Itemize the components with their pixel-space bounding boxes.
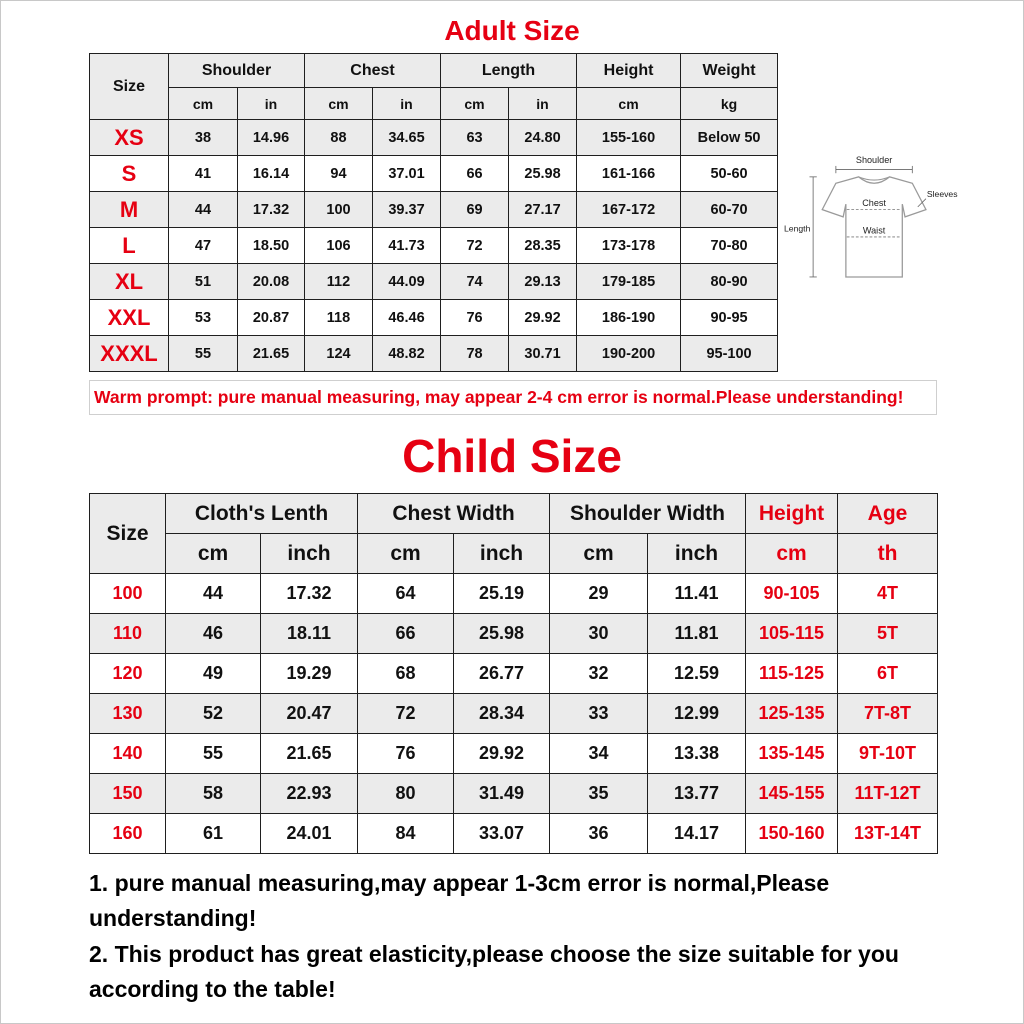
child-value-cell: 150-160	[746, 814, 838, 854]
child-size-cell: 150	[90, 774, 166, 814]
child-table-row	[90, 654, 938, 694]
adult-unit-shoulder-in: in	[238, 88, 305, 120]
child-value-cell: 68	[358, 654, 454, 694]
child-value-cell: 33.07	[454, 814, 550, 854]
child-size-cell: 110	[90, 614, 166, 654]
child-unit-row	[90, 534, 938, 574]
adult-value-cell: 14.96	[238, 120, 305, 156]
child-col-height: Height	[746, 494, 838, 534]
child-value-cell: 13.77	[648, 774, 746, 814]
child-value-cell: 17.32	[261, 574, 358, 614]
child-value-cell: 13T-14T	[838, 814, 938, 854]
adult-value-cell: 95-100	[681, 336, 778, 372]
bottom-notes	[89, 866, 937, 1006]
adult-table-row	[90, 120, 778, 156]
adult-size-cell: XXXL	[90, 336, 169, 372]
child-table-row	[90, 774, 938, 814]
child-value-cell: 5T	[838, 614, 938, 654]
child-col-chest-width: Chest Width	[358, 494, 550, 534]
adult-value-cell: 34.65	[373, 120, 441, 156]
adult-value-cell: 76	[441, 300, 509, 336]
adult-unit-length-in: in	[509, 88, 577, 120]
child-value-cell: 76	[358, 734, 454, 774]
adult-value-cell: Below 50	[681, 120, 778, 156]
adult-value-cell: 94	[305, 156, 373, 192]
child-value-cell: 34	[550, 734, 648, 774]
child-value-cell: 26.77	[454, 654, 550, 694]
child-value-cell: 11T-12T	[838, 774, 938, 814]
adult-size-cell: XS	[90, 120, 169, 156]
child-size-cell: 100	[90, 574, 166, 614]
child-value-cell: 125-135	[746, 694, 838, 734]
child-table-row	[90, 814, 938, 854]
adult-unit-chest-cm: cm	[305, 88, 373, 120]
child-value-cell: 21.65	[261, 734, 358, 774]
child-size-table	[89, 493, 938, 854]
adult-value-cell: 44.09	[373, 264, 441, 300]
adult-table-row	[90, 192, 778, 228]
child-col-shoulder-width: Shoulder Width	[550, 494, 746, 534]
child-size-cell: 140	[90, 734, 166, 774]
adult-value-cell: 29.92	[509, 300, 577, 336]
child-value-cell: 36	[550, 814, 648, 854]
child-value-cell: 64	[358, 574, 454, 614]
adult-header-row	[90, 54, 778, 88]
child-value-cell: 6T	[838, 654, 938, 694]
adult-value-cell: 167-172	[577, 192, 681, 228]
child-value-cell: 4T	[838, 574, 938, 614]
child-value-cell: 55	[166, 734, 261, 774]
adult-value-cell: 106	[305, 228, 373, 264]
adult-unit-row	[90, 88, 778, 120]
adult-table-row	[90, 336, 778, 372]
adult-size-title: Adult Size	[444, 15, 580, 46]
adult-value-cell: 18.50	[238, 228, 305, 264]
adult-size-cell: S	[90, 156, 169, 192]
tshirt-measurement-diagram	[784, 145, 966, 312]
adult-value-cell: 72	[441, 228, 509, 264]
adult-value-cell: 88	[305, 120, 373, 156]
child-value-cell: 32	[550, 654, 648, 694]
adult-value-cell: 44	[169, 192, 238, 228]
adult-value-cell: 48.82	[373, 336, 441, 372]
child-value-cell: 22.93	[261, 774, 358, 814]
child-unit-cloth-inch: inch	[261, 534, 358, 574]
adult-value-cell: 17.32	[238, 192, 305, 228]
child-value-cell: 115-125	[746, 654, 838, 694]
adult-value-cell: 39.37	[373, 192, 441, 228]
child-value-cell: 30	[550, 614, 648, 654]
child-value-cell: 11.81	[648, 614, 746, 654]
child-value-cell: 72	[358, 694, 454, 734]
adult-value-cell: 37.01	[373, 156, 441, 192]
child-value-cell: 12.59	[648, 654, 746, 694]
adult-size-table	[89, 53, 778, 372]
child-table-row	[90, 694, 938, 734]
tshirt-diagram-svg	[784, 145, 966, 307]
diagram-waist-label: Waist	[862, 225, 886, 236]
child-col-size: Size	[90, 494, 166, 574]
child-value-cell: 44	[166, 574, 261, 614]
adult-col-length: Length	[441, 54, 577, 88]
diagram-length-label: Length	[784, 223, 811, 234]
child-value-cell: 46	[166, 614, 261, 654]
adult-section	[89, 53, 958, 372]
child-value-cell: 14.17	[648, 814, 746, 854]
adult-unit-length-cm: cm	[441, 88, 509, 120]
child-unit-chest-inch: inch	[454, 534, 550, 574]
warm-prompt-note: Warm prompt: pure manual measuring, may appear 2-4 cm error is normal.Please understanding!	[89, 380, 937, 415]
adult-value-cell: 118	[305, 300, 373, 336]
diagram-sleeves-label: Sleeves	[926, 188, 958, 199]
adult-value-cell: 74	[441, 264, 509, 300]
child-value-cell: 13.38	[648, 734, 746, 774]
adult-value-cell: 41	[169, 156, 238, 192]
adult-value-cell: 38	[169, 120, 238, 156]
child-unit-chest-cm: cm	[358, 534, 454, 574]
adult-value-cell: 24.80	[509, 120, 577, 156]
adult-value-cell: 60-70	[681, 192, 778, 228]
child-value-cell: 29.92	[454, 734, 550, 774]
adult-unit-height-cm: cm	[577, 88, 681, 120]
child-table-row	[90, 574, 938, 614]
diagram-shoulder-label: Shoulder	[855, 155, 893, 166]
adult-size-cell: XXL	[90, 300, 169, 336]
child-value-cell: 58	[166, 774, 261, 814]
child-value-cell: 80	[358, 774, 454, 814]
adult-value-cell: 69	[441, 192, 509, 228]
child-value-cell: 90-105	[746, 574, 838, 614]
adult-value-cell: 16.14	[238, 156, 305, 192]
child-size-cell: 160	[90, 814, 166, 854]
adult-col-weight: Weight	[681, 54, 778, 88]
child-value-cell: 28.34	[454, 694, 550, 734]
adult-value-cell: 55	[169, 336, 238, 372]
child-value-cell: 49	[166, 654, 261, 694]
child-unit-shoulder-cm: cm	[550, 534, 648, 574]
adult-value-cell: 21.65	[238, 336, 305, 372]
child-value-cell: 25.19	[454, 574, 550, 614]
adult-value-cell: 173-178	[577, 228, 681, 264]
adult-value-cell: 100	[305, 192, 373, 228]
child-unit-age-th: th	[838, 534, 938, 574]
child-value-cell: 12.99	[648, 694, 746, 734]
adult-value-cell: 50-60	[681, 156, 778, 192]
adult-value-cell: 179-185	[577, 264, 681, 300]
note-2: 2. This product has great elasticity,please choose the size suitable for you according to the table!	[89, 941, 899, 1002]
adult-size-cell: M	[90, 192, 169, 228]
child-value-cell: 33	[550, 694, 648, 734]
child-value-cell: 18.11	[261, 614, 358, 654]
adult-unit-weight-kg: kg	[681, 88, 778, 120]
adult-size-cell: XL	[90, 264, 169, 300]
child-value-cell: 52	[166, 694, 261, 734]
adult-value-cell: 25.98	[509, 156, 577, 192]
adult-value-cell: 41.73	[373, 228, 441, 264]
adult-value-cell: 27.17	[509, 192, 577, 228]
adult-value-cell: 20.87	[238, 300, 305, 336]
child-value-cell: 105-115	[746, 614, 838, 654]
child-value-cell: 35	[550, 774, 648, 814]
diagram-chest-label: Chest	[862, 197, 887, 208]
adult-value-cell: 46.46	[373, 300, 441, 336]
child-value-cell: 25.98	[454, 614, 550, 654]
adult-value-cell: 70-80	[681, 228, 778, 264]
adult-value-cell: 28.35	[509, 228, 577, 264]
adult-value-cell: 80-90	[681, 264, 778, 300]
child-value-cell: 135-145	[746, 734, 838, 774]
child-value-cell: 9T-10T	[838, 734, 938, 774]
child-unit-cloth-cm: cm	[166, 534, 261, 574]
child-col-age: Age	[838, 494, 938, 534]
adult-size-cell: L	[90, 228, 169, 264]
child-value-cell: 31.49	[454, 774, 550, 814]
adult-value-cell: 90-95	[681, 300, 778, 336]
child-size-cell: 120	[90, 654, 166, 694]
adult-value-cell: 186-190	[577, 300, 681, 336]
adult-table-row	[90, 228, 778, 264]
adult-value-cell: 63	[441, 120, 509, 156]
adult-value-cell: 124	[305, 336, 373, 372]
child-table-row	[90, 614, 938, 654]
adult-table-row	[90, 264, 778, 300]
adult-value-cell: 112	[305, 264, 373, 300]
child-unit-height-cm: cm	[746, 534, 838, 574]
child-value-cell: 7T-8T	[838, 694, 938, 734]
child-value-cell: 66	[358, 614, 454, 654]
adult-value-cell: 53	[169, 300, 238, 336]
child-table-row	[90, 734, 938, 774]
adult-col-shoulder: Shoulder	[169, 54, 305, 88]
adult-value-cell: 51	[169, 264, 238, 300]
adult-value-cell: 161-166	[577, 156, 681, 192]
child-value-cell: 11.41	[648, 574, 746, 614]
child-value-cell: 24.01	[261, 814, 358, 854]
child-size-cell: 130	[90, 694, 166, 734]
child-unit-shoulder-inch: inch	[648, 534, 746, 574]
child-col-cloth-length: Cloth's Lenth	[166, 494, 358, 534]
adult-value-cell: 29.13	[509, 264, 577, 300]
adult-value-cell: 66	[441, 156, 509, 192]
child-header-row	[90, 494, 938, 534]
adult-col-height: Height	[577, 54, 681, 88]
child-value-cell: 19.29	[261, 654, 358, 694]
child-value-cell: 20.47	[261, 694, 358, 734]
adult-value-cell: 190-200	[577, 336, 681, 372]
child-value-cell: 84	[358, 814, 454, 854]
child-value-cell: 29	[550, 574, 648, 614]
adult-unit-shoulder-cm: cm	[169, 88, 238, 120]
child-value-cell: 61	[166, 814, 261, 854]
note-1: 1. pure manual measuring,may appear 1-3cm error is normal,Please understanding!	[89, 870, 830, 931]
adult-value-cell: 20.08	[238, 264, 305, 300]
adult-col-size: Size	[90, 54, 169, 120]
adult-table-row	[90, 300, 778, 336]
adult-value-cell: 47	[169, 228, 238, 264]
adult-table-row	[90, 156, 778, 192]
adult-unit-chest-in: in	[373, 88, 441, 120]
adult-col-chest: Chest	[305, 54, 441, 88]
adult-value-cell: 78	[441, 336, 509, 372]
adult-value-cell: 155-160	[577, 120, 681, 156]
child-value-cell: 145-155	[746, 774, 838, 814]
adult-value-cell: 30.71	[509, 336, 577, 372]
child-size-title: Child Size	[402, 430, 622, 482]
